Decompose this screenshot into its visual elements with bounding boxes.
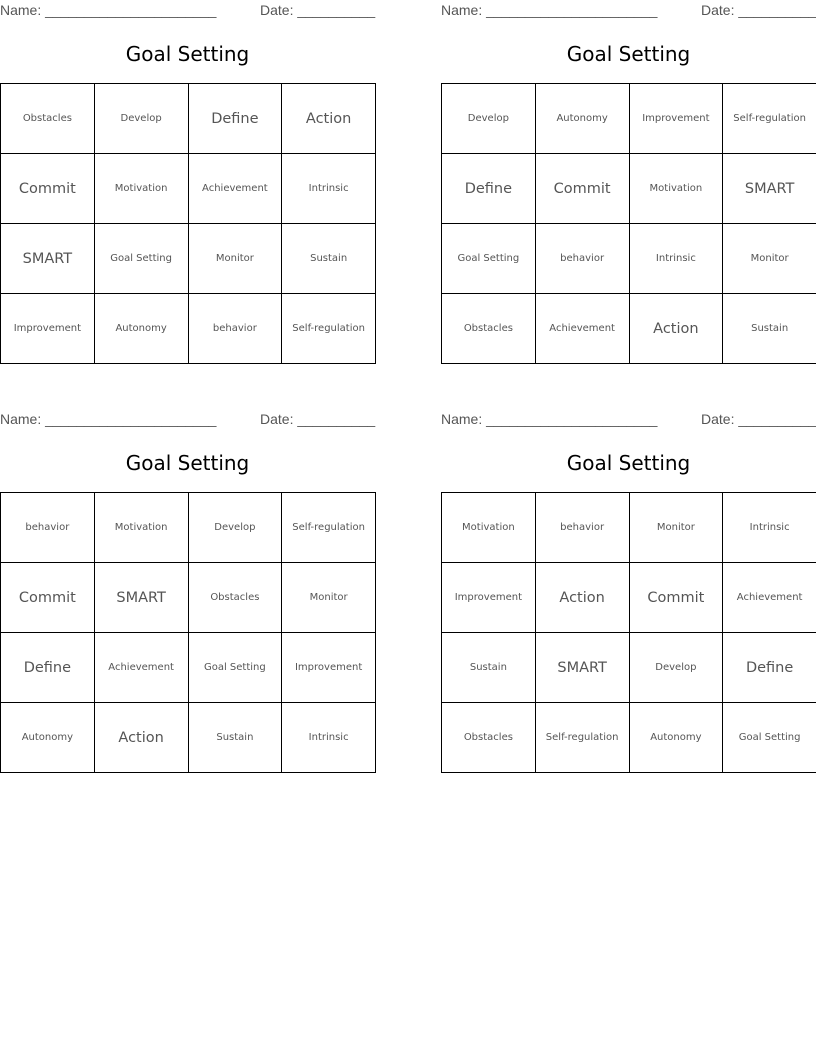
grid-cell: Monitor	[188, 224, 282, 294]
bingo-card-4	[441, 409, 816, 743]
grid-cell: Self-regulation	[723, 84, 816, 154]
grid-cell: Achievement	[535, 294, 629, 364]
grid-cell: Self-regulation	[282, 493, 376, 563]
grid-cell: Commit	[1, 154, 95, 224]
grid-cell: Define	[188, 84, 282, 154]
grid-cell: Develop	[94, 84, 188, 154]
grid-cell: SMART	[535, 633, 629, 703]
card-title: Goal Setting	[125, 451, 250, 475]
grid-cell: Improvement	[1, 294, 95, 364]
grid-cell: SMART	[1, 224, 95, 294]
grid-cell: Achievement	[188, 154, 282, 224]
grid-cell: Define	[1, 633, 95, 703]
card-header	[0, 409, 376, 431]
card-title: Goal Setting	[566, 42, 691, 66]
bingo-grid	[0, 83, 376, 364]
card-header	[441, 409, 816, 431]
grid-cell: Define	[723, 633, 816, 703]
grid-row	[1, 294, 376, 364]
grid-cell: Commit	[535, 154, 629, 224]
grid-cell: Motivation	[629, 154, 723, 224]
grid-row	[442, 703, 816, 773]
grid-cell: Intrinsic	[723, 493, 816, 563]
name-field: Name: ______________________	[441, 411, 658, 427]
card-title: Goal Setting	[566, 451, 691, 475]
bingo-card-1	[0, 0, 376, 334]
grid-cell: behavior	[535, 493, 629, 563]
grid-cell: Obstacles	[442, 294, 536, 364]
card-header	[441, 0, 816, 22]
grid-cell: Intrinsic	[629, 224, 723, 294]
grid-cell: Goal Setting	[442, 224, 536, 294]
grid-cell: Define	[442, 154, 536, 224]
grid-row	[442, 563, 816, 633]
grid-cell: Obstacles	[1, 84, 95, 154]
grid-cell: Achievement	[94, 633, 188, 703]
bingo-grid	[0, 492, 376, 773]
grid-row	[1, 703, 376, 773]
grid-cell: Develop	[188, 493, 282, 563]
grid-cell: behavior	[535, 224, 629, 294]
grid-cell: behavior	[188, 294, 282, 364]
grid-cell: Autonomy	[94, 294, 188, 364]
grid-cell: Sustain	[442, 633, 536, 703]
bingo-grid	[441, 83, 816, 364]
date-field: Date: __________	[260, 411, 376, 427]
grid-row	[442, 294, 816, 364]
name-field: Name: ______________________	[0, 411, 217, 427]
grid-cell: Motivation	[94, 493, 188, 563]
grid-cell: Autonomy	[535, 84, 629, 154]
grid-cell: Self-regulation	[282, 294, 376, 364]
grid-cell: Improvement	[282, 633, 376, 703]
grid-cell: Action	[282, 84, 376, 154]
grid-cell: Monitor	[282, 563, 376, 633]
grid-cell: Action	[94, 703, 188, 773]
grid-cell: Action	[535, 563, 629, 633]
grid-cell: Motivation	[94, 154, 188, 224]
grid-cell: SMART	[723, 154, 816, 224]
grid-row	[442, 84, 816, 154]
grid-cell: Goal Setting	[188, 633, 282, 703]
grid-row	[442, 154, 816, 224]
grid-cell: Sustain	[282, 224, 376, 294]
name-field: Name: ______________________	[0, 2, 217, 18]
grid-row	[442, 633, 816, 703]
grid-cell: Self-regulation	[535, 703, 629, 773]
card-title: Goal Setting	[125, 42, 250, 66]
grid-cell: Monitor	[629, 493, 723, 563]
bingo-card-3	[0, 409, 376, 746]
grid-row	[1, 563, 376, 633]
grid-row	[442, 493, 816, 563]
grid-cell: Achievement	[723, 563, 816, 633]
grid-cell: SMART	[94, 563, 188, 633]
grid-cell: Commit	[1, 563, 95, 633]
grid-cell: Commit	[629, 563, 723, 633]
grid-cell: Intrinsic	[282, 703, 376, 773]
grid-cell: Sustain	[723, 294, 816, 364]
grid-cell: Sustain	[188, 703, 282, 773]
grid-cell: Intrinsic	[282, 154, 376, 224]
grid-cell: Develop	[629, 633, 723, 703]
grid-row	[442, 224, 816, 294]
grid-cell: behavior	[1, 493, 95, 563]
grid-cell: Obstacles	[188, 563, 282, 633]
grid-cell: Goal Setting	[94, 224, 188, 294]
card-header	[0, 0, 376, 22]
grid-row	[1, 84, 376, 154]
date-field: Date: __________	[260, 2, 376, 18]
bingo-grid	[441, 492, 816, 773]
bingo-card-2	[441, 0, 816, 337]
date-field: Date: __________	[701, 411, 816, 427]
grid-cell: Monitor	[723, 224, 816, 294]
grid-row	[1, 633, 376, 703]
grid-row	[1, 493, 376, 563]
date-field: Date: __________	[701, 2, 816, 18]
grid-cell: Obstacles	[442, 703, 536, 773]
grid-row	[1, 154, 376, 224]
grid-cell: Goal Setting	[723, 703, 816, 773]
grid-row	[1, 224, 376, 294]
name-field: Name: ______________________	[441, 2, 658, 18]
grid-cell: Improvement	[442, 563, 536, 633]
grid-cell: Develop	[442, 84, 536, 154]
grid-cell: Autonomy	[1, 703, 95, 773]
grid-cell: Action	[629, 294, 723, 364]
grid-cell: Autonomy	[629, 703, 723, 773]
grid-cell: Motivation	[442, 493, 536, 563]
grid-cell: Improvement	[629, 84, 723, 154]
